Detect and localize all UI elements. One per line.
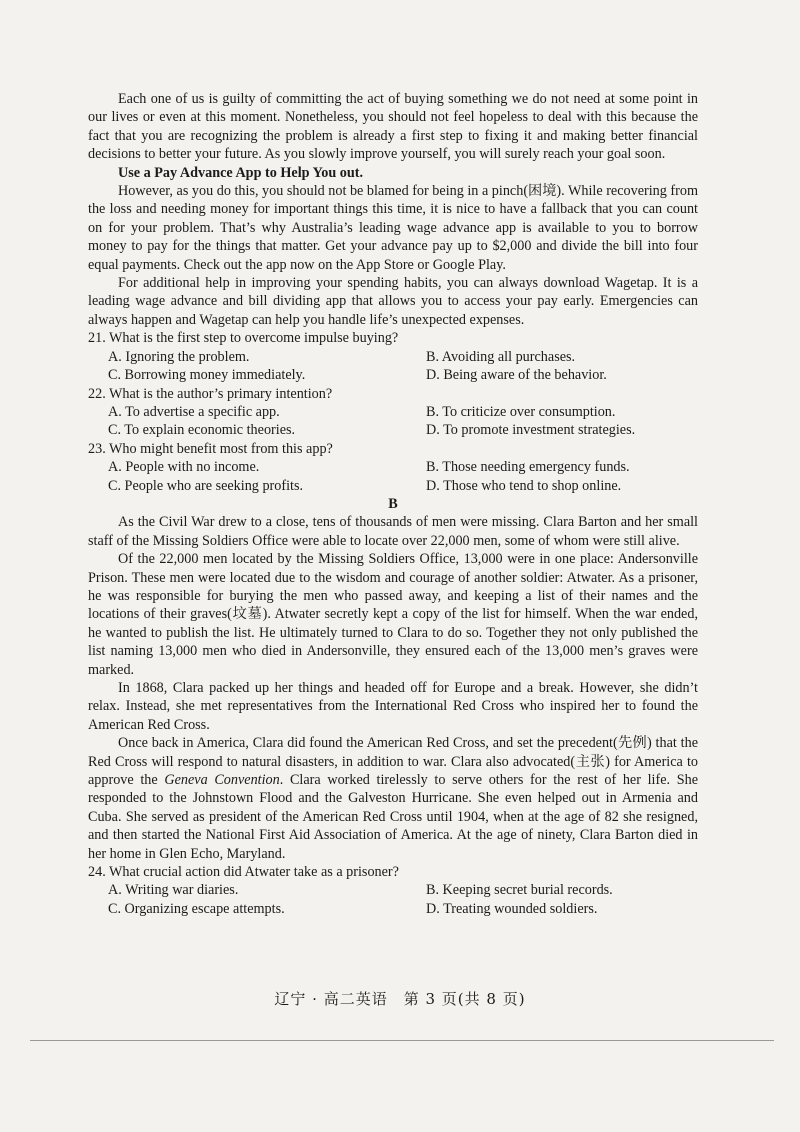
page-footer: 辽宁 · 高二英语 第 3 页(共 8 页) [274,990,526,1008]
page-content [88,90,698,918]
question-options [88,403,698,440]
question-options [88,458,698,495]
passage-a-heading: Use a Pay Advance App to Help You out. [118,164,364,181]
passage-b-paragraph-4 [88,734,698,863]
question-options [88,348,698,385]
option-d[interactable]: D. Those who tend to shop online. [426,477,622,494]
bottom-divider [30,1040,774,1041]
passage-b-paragraph-3: In 1868, Clara packed up her things and headed off for Europe and a break. However, she didn’t relax. Instead, she met representatives from the International Red Cross who inspired her to found the American Red Cross. [88,680,698,733]
option-b[interactable]: B. Those needing emergency funds. [426,459,630,476]
question-stem: 24. What crucial action did Atwater take as a prisoner? [88,864,399,881]
option-c[interactable]: C. People who are seeking profits. [108,477,304,494]
passage-b-paragraph-1: As the Civil War drew to a close, tens of thousands of men were missing. Clara Barton and her small staff of the Missing Soldiers Office were able to locate over 22,000 men, some of whom were still alive. [88,514,698,549]
option-d[interactable]: D. Treating wounded soldiers. [426,900,598,917]
passage-a-paragraph-2: However, as you do this, you should not be blamed for being in a pinch(困境). While recovering from the loss and needing money for important things this time, it is nice to have a fallback that you can count on for your problem. That’s why Australia’s leading wage advance app is available to you to borrow money to pay for the things that matter. Get your advance pay up to $2,000 and divide the bill into four equal payments. Check out the app now on the App Store or Google Play. [88,183,698,273]
passage-a-paragraph-3: For additional help in improving your spending habits, you can always download Wagetap. It is a leading wage advance and bill dividing app that allows you to access your pay early. Emergencies can always happen and Wagetap can help you handle life’s unexpected expenses. [88,275,698,328]
option-b[interactable]: B. Keeping secret burial records. [426,882,613,899]
paragraph-text-before: Once back in America, Clara did found the American Red Cross, and set the precedent(先例) that the Red Cross will respond to natural disasters, in addition to war. Clara also advocated(主张) for America to approve the [88,735,698,789]
option-c[interactable]: C. Organizing escape attempts. [108,900,285,917]
question-options [88,881,698,918]
question-stem: 21. What is the first step to overcome impulse buying? [88,330,399,347]
option-a[interactable]: A. Ignoring the problem. [108,348,250,365]
question-stem: 23. Who might benefit most from this app? [88,440,333,457]
option-c[interactable]: C. Borrowing money immediately. [108,367,306,384]
option-a[interactable]: A. To advertise a specific app. [108,403,280,420]
option-c[interactable]: C. To explain economic theories. [108,422,296,439]
option-a[interactable]: A. Writing war diaries. [108,882,239,899]
paragraph-text-after: . Clara worked tirelessly to serve others for the rest of her life. She responded to the Johnstown Flood and the Galveston Hurricane. She even helped out in Armenia and Cuba. She served as president of the American Red Cross until 1904, when at the age of 82 she resigned, and then started the National First Aid Association of America. At the age of ninety, Clara Barton died in her home in Glen Echo, Maryland. [88,772,699,862]
question-stem: 22. What is the author’s primary intention? [88,385,333,402]
geneva-convention-title: Geneva Convention [164,772,280,789]
option-b[interactable]: B. To criticize over consumption. [426,403,616,420]
option-d[interactable]: D. Being aware of the behavior. [426,367,607,384]
passage-b-paragraph-2: Of the 22,000 men located by the Missing Soldiers Office, 13,000 were in one place: Andersonville Prison. These men were located due to the wisdom and courage of another soldier: Atwater. As a prisoner, he was responsible for burying the men who passed away, and keeping a list of their names and the locations of their graves(坟墓). Atwater secretly kept a copy of the list for himself. When the war ended, he wanted to publish the list. He ultimately turned to Clara to do so. Together they not only published the list naming 13,000 men who died in Andersonville, they ensured each of the 13,000 men’s graves were marked. [88,551,698,678]
section-b-label: B [388,495,398,512]
option-b[interactable]: B. Avoiding all purchases. [426,348,576,365]
question-22 [88,385,698,440]
question-23 [88,440,698,495]
question-24 [88,863,698,918]
question-21 [88,329,698,384]
option-a[interactable]: A. People with no income. [108,459,260,476]
option-d[interactable]: D. To promote investment strategies. [426,422,636,439]
passage-a-paragraph-1: Each one of us is guilty of committing the act of buying something we do not need at some point in our lives or even at this moment. Nonetheless, you should not feel hopeless to deal with this because the fact that you are recognizing the problem is already a first step to fixing it and making better financial decisions to better your future. As you slowly improve yourself, you will surely reach your goal soon. [88,91,698,163]
